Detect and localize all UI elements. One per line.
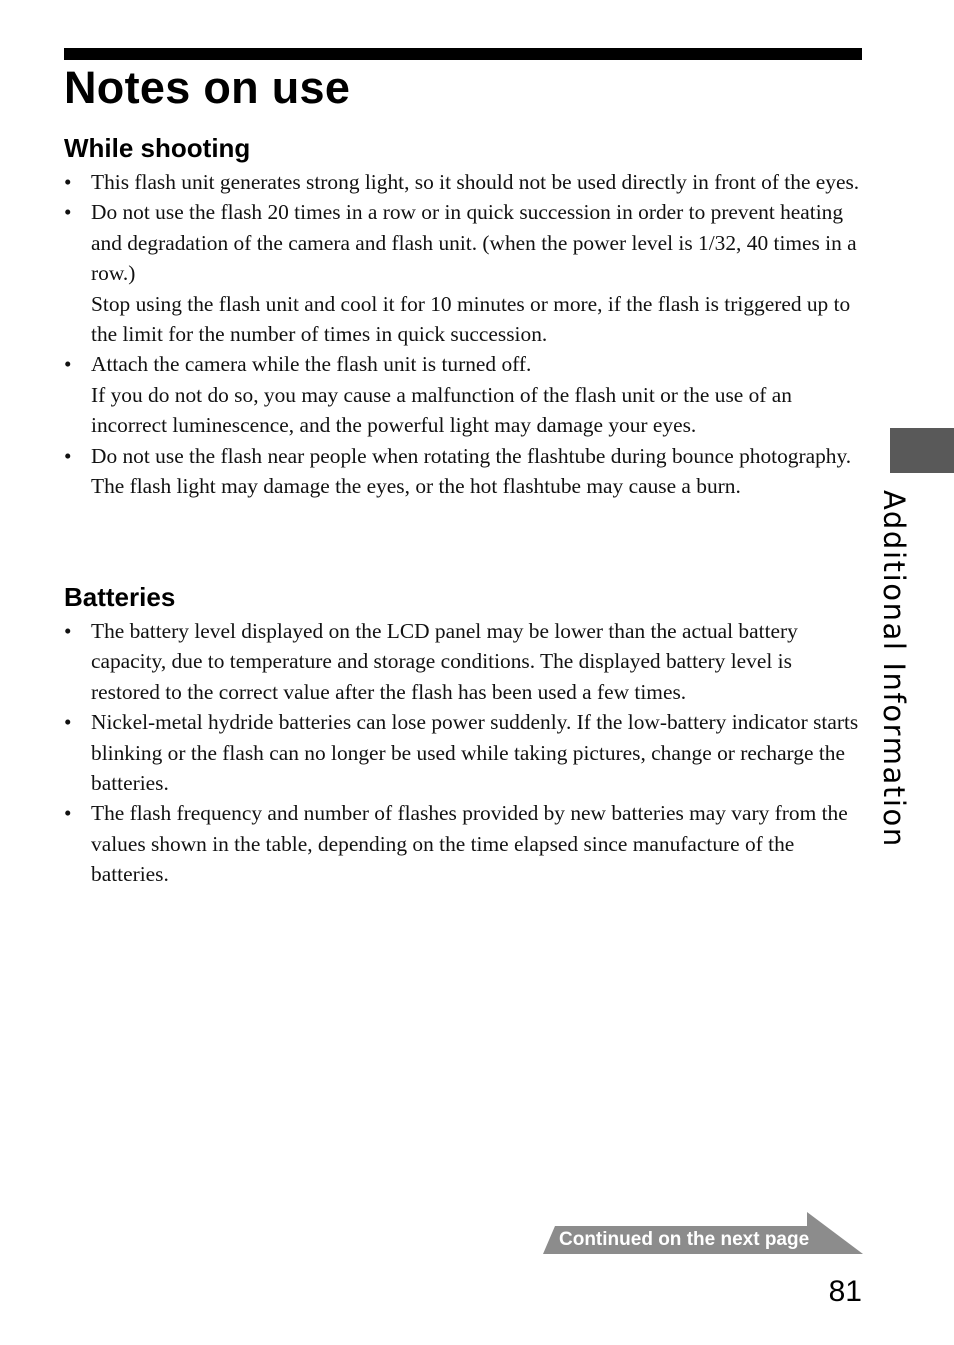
side-tab-label: [876, 490, 916, 870]
item-text: Do not use the flash near people when rotating the flashtube during bounce photography. The flash light may damage the eyes, or the hot flashtube may cause a burn.: [91, 443, 852, 499]
list-item: • The flash frequency and number of flashes provided by new batteries may vary from the values shown in the table, depending on the time elapsed since manufacture of the batteries.: [64, 798, 864, 889]
item-text: Stop using the flash unit and cool it for 10 minutes or more, if the flash is triggered up to the limit for the number of times in quick succession.: [91, 291, 851, 347]
item-text: The flash frequency and number of flashes provided by new batteries may vary from the values shown in the table, depending on the time elapsed since manufacture of the batteries.: [91, 801, 848, 887]
list-item: • Do not use the flash 20 times in a row or in quick succession in order to prevent heating and degradation of the camera and flash unit. (when the power level is 1/32, 40 times in a row.) Stop using the flash unit and cool it for 10 minutes or more, if the flash is triggered up to the limit for the number of times in quick succession.: [64, 197, 864, 349]
section-heading: While shooting: [64, 133, 251, 163]
item-text: The battery level displayed on the LCD panel may be lower than the actual battery capacity, due to temperature and storage conditions. The displayed battery level is restored to the correct value after the flash has been used a few times.: [91, 619, 798, 704]
page-title: Notes on use: [64, 62, 351, 113]
title-rule: [64, 48, 862, 60]
list-item: • Attach the camera while the flash unit is turned off. If you do not do so, you may cause a malfunction of the flash unit or the use of an incorrect luminescence, and the powerful light may damage your eyes.: [64, 349, 864, 440]
continued-label: Continued on the next page: [559, 1229, 810, 1250]
continued-banner: [543, 1212, 865, 1256]
page-number: 81: [828, 1275, 862, 1308]
section-heading: Batteries: [64, 582, 176, 612]
item-text: If you do not do so, you may cause a malfunction of the flash unit or the use of an incorrect luminescence, and the powerful light may damage your eyes.: [91, 382, 792, 438]
side-tab-label-text: Additional Information: [877, 490, 911, 848]
item-text: Do not use the flash 20 times in a row or in quick succession in order to prevent heating and degradation of the camera and flash unit. (when the power level is 1/32, 40 times in a row.): [91, 200, 857, 286]
list-item: • Nickel-metal hydride batteries can lose power suddenly. If the low-battery indicator starts blinking or the flash can no longer be used while taking pictures, change or recharge the batteries.: [64, 707, 864, 798]
item-text: This flash unit generates strong light, so it should not be used directly in front of the eyes.: [91, 170, 860, 194]
list-item: • The battery level displayed on the LCD panel may be lower than the actual battery capacity, due to temperature and storage conditions. The displayed battery level is restored to the correct value after the flash has been used a few times.: [64, 616, 864, 707]
item-text: Attach the camera while the flash unit is turned off.: [91, 352, 532, 377]
section-tab-marker: [890, 428, 954, 473]
section-while-shooting: [64, 132, 864, 501]
list-item: • Do not use the flash near people when rotating the flashtube during bounce photography. The flash light may damage the eyes, or the hot flashtube may cause a burn.: [64, 441, 864, 502]
section-batteries: [64, 581, 864, 890]
item-text: Nickel-metal hydride batteries can lose power suddenly. If the low-battery indicator starts blinking or the flash can no longer be used while taking pictures, change or recharge the batteries.: [91, 710, 859, 796]
bullet-list: [64, 616, 864, 890]
list-item: • This flash unit generates strong light, so it should not be used directly in front of the eyes.: [64, 167, 864, 197]
bullet-list: [64, 167, 864, 501]
